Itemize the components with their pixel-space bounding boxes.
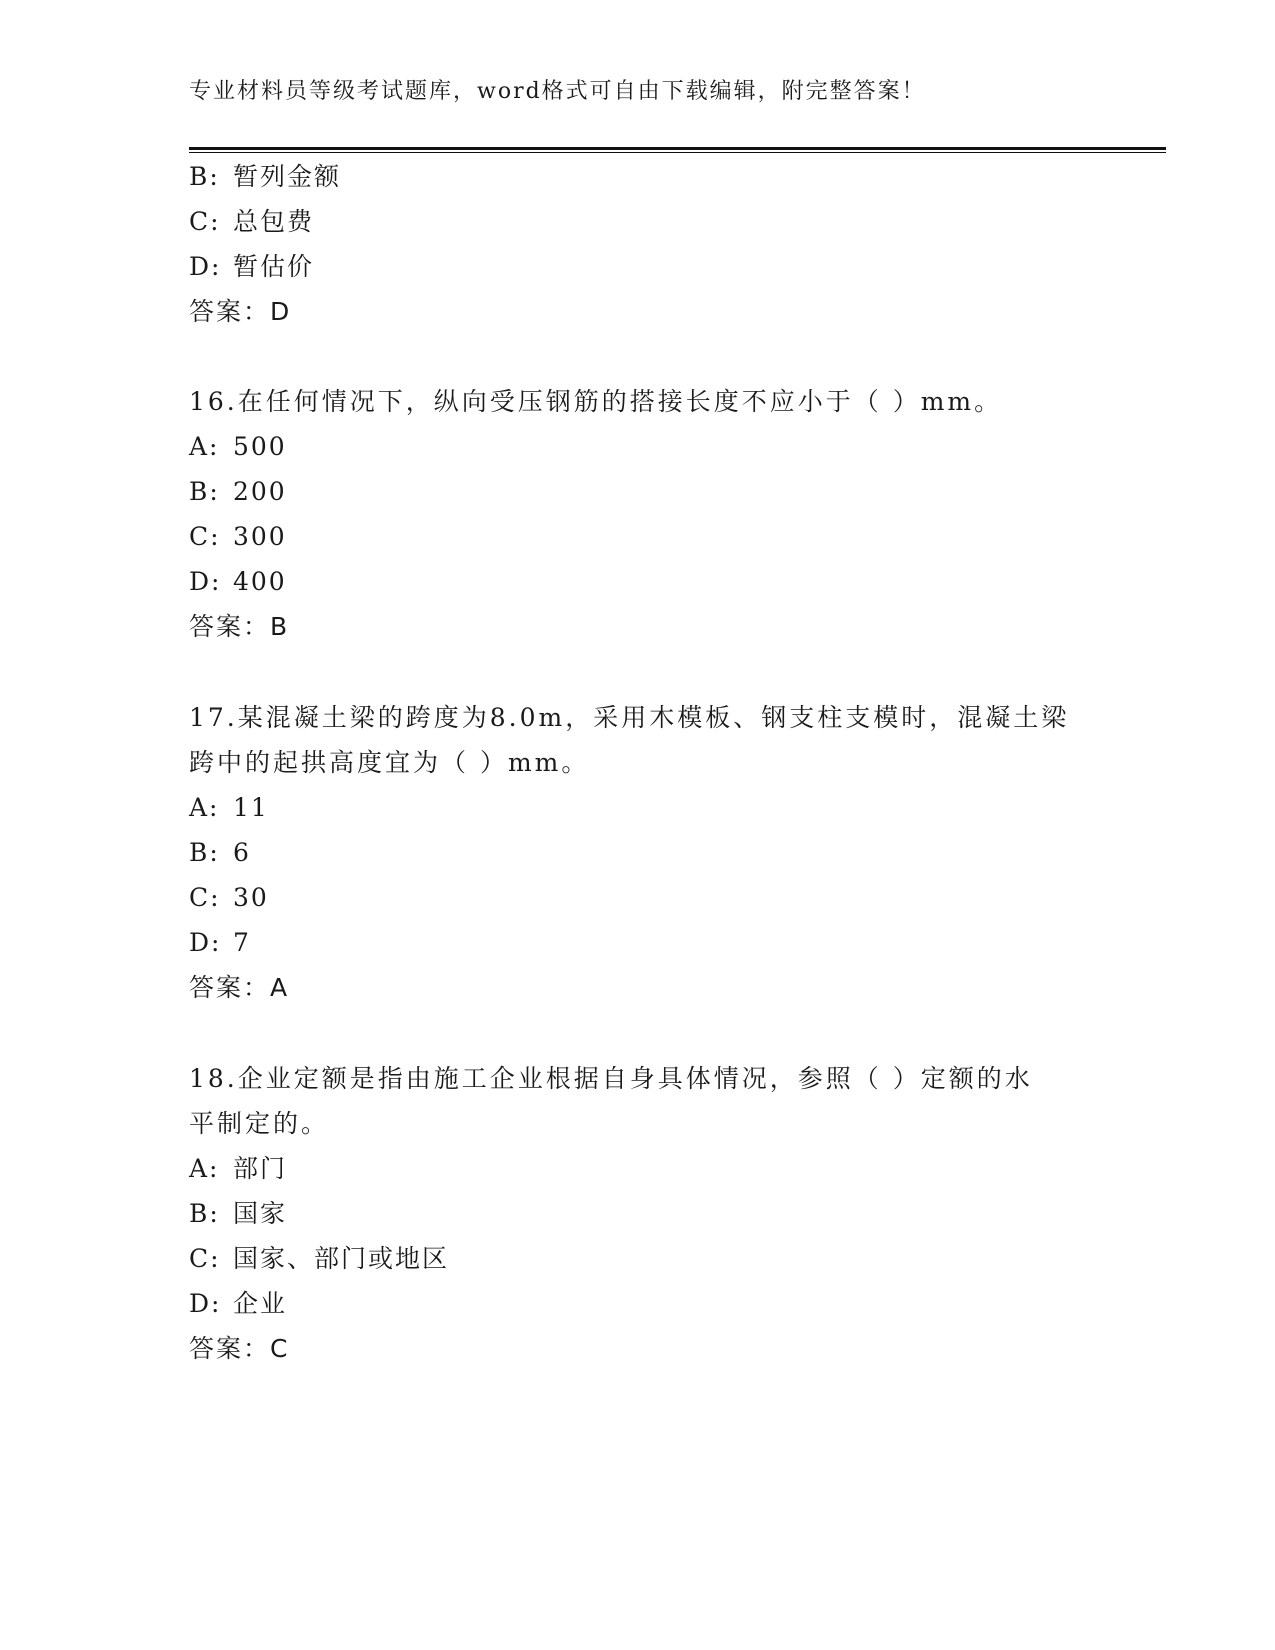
option-text: 11 [233, 793, 269, 822]
option-text: 400 [233, 567, 287, 596]
option-d [189, 928, 251, 958]
option-c [189, 1244, 449, 1274]
option-label: D: [189, 1289, 222, 1318]
question-18-stem-line-1: 18.企业定额是指由施工企业根据自身具体情况，参照（ ）定额的水 [189, 1064, 1033, 1093]
option-label: D: [189, 928, 222, 957]
option-text: 国家、部门或地区 [233, 1244, 450, 1273]
option-b [189, 477, 287, 507]
option-label: B: [189, 1199, 220, 1228]
option-label: A: [189, 432, 220, 461]
option-a [189, 1154, 287, 1184]
header-divider [189, 147, 1166, 153]
option-c [189, 522, 287, 552]
question-16-stem: 16.在任何情况下，纵向受压钢筋的搭接长度不应小于（ ）mm。 [189, 387, 1003, 416]
option-text: 30 [233, 883, 269, 912]
option-a [189, 432, 287, 462]
option-label: A: [189, 1154, 220, 1183]
option-label: B: [189, 477, 220, 506]
answer-line: 答案：B [189, 612, 290, 641]
option-b [189, 838, 251, 868]
question-17-stem-line-2: 跨中的起拱高度宜为（ ）mm。 [189, 748, 590, 777]
option-c [189, 207, 314, 237]
option-label: C: [189, 522, 221, 551]
option-text: 总包费 [233, 207, 315, 236]
option-text: 6 [233, 838, 251, 867]
page-header-title: 专业材料员等级考试题库，word格式可自由下载编辑，附完整答案！ [189, 79, 926, 104]
option-b [189, 1199, 287, 1229]
option-d [189, 1289, 287, 1319]
option-d [189, 252, 314, 282]
option-text: 国家 [233, 1199, 288, 1228]
option-b [189, 162, 341, 192]
option-label: D: [189, 252, 222, 281]
question-18-stem-line-2: 平制定的。 [189, 1109, 330, 1138]
option-label: D: [189, 567, 222, 596]
answer-line: 答案：C [189, 1334, 290, 1363]
option-c [189, 883, 269, 913]
option-d [189, 567, 287, 597]
option-label: B: [189, 838, 220, 867]
option-label: B: [189, 162, 220, 191]
option-a [189, 793, 269, 823]
option-label: A: [189, 793, 220, 822]
option-text: 7 [233, 928, 251, 957]
option-text: 300 [233, 522, 287, 551]
option-text: 200 [233, 477, 287, 506]
option-text: 部门 [233, 1154, 288, 1183]
option-text: 暂估价 [233, 252, 315, 281]
question-17-stem-line-1: 17.某混凝土梁的跨度为8.0m，采用木模板、钢支柱支模时，混凝土梁 [189, 703, 1070, 732]
option-label: C: [189, 207, 221, 236]
option-text: 500 [233, 432, 287, 461]
option-label: C: [189, 1244, 221, 1273]
option-label: C: [189, 883, 221, 912]
option-text: 暂列金额 [233, 162, 342, 191]
answer-line: 答案：A [189, 973, 290, 1002]
answer-line: 答案：D [189, 297, 292, 326]
option-text: 企业 [233, 1289, 288, 1318]
